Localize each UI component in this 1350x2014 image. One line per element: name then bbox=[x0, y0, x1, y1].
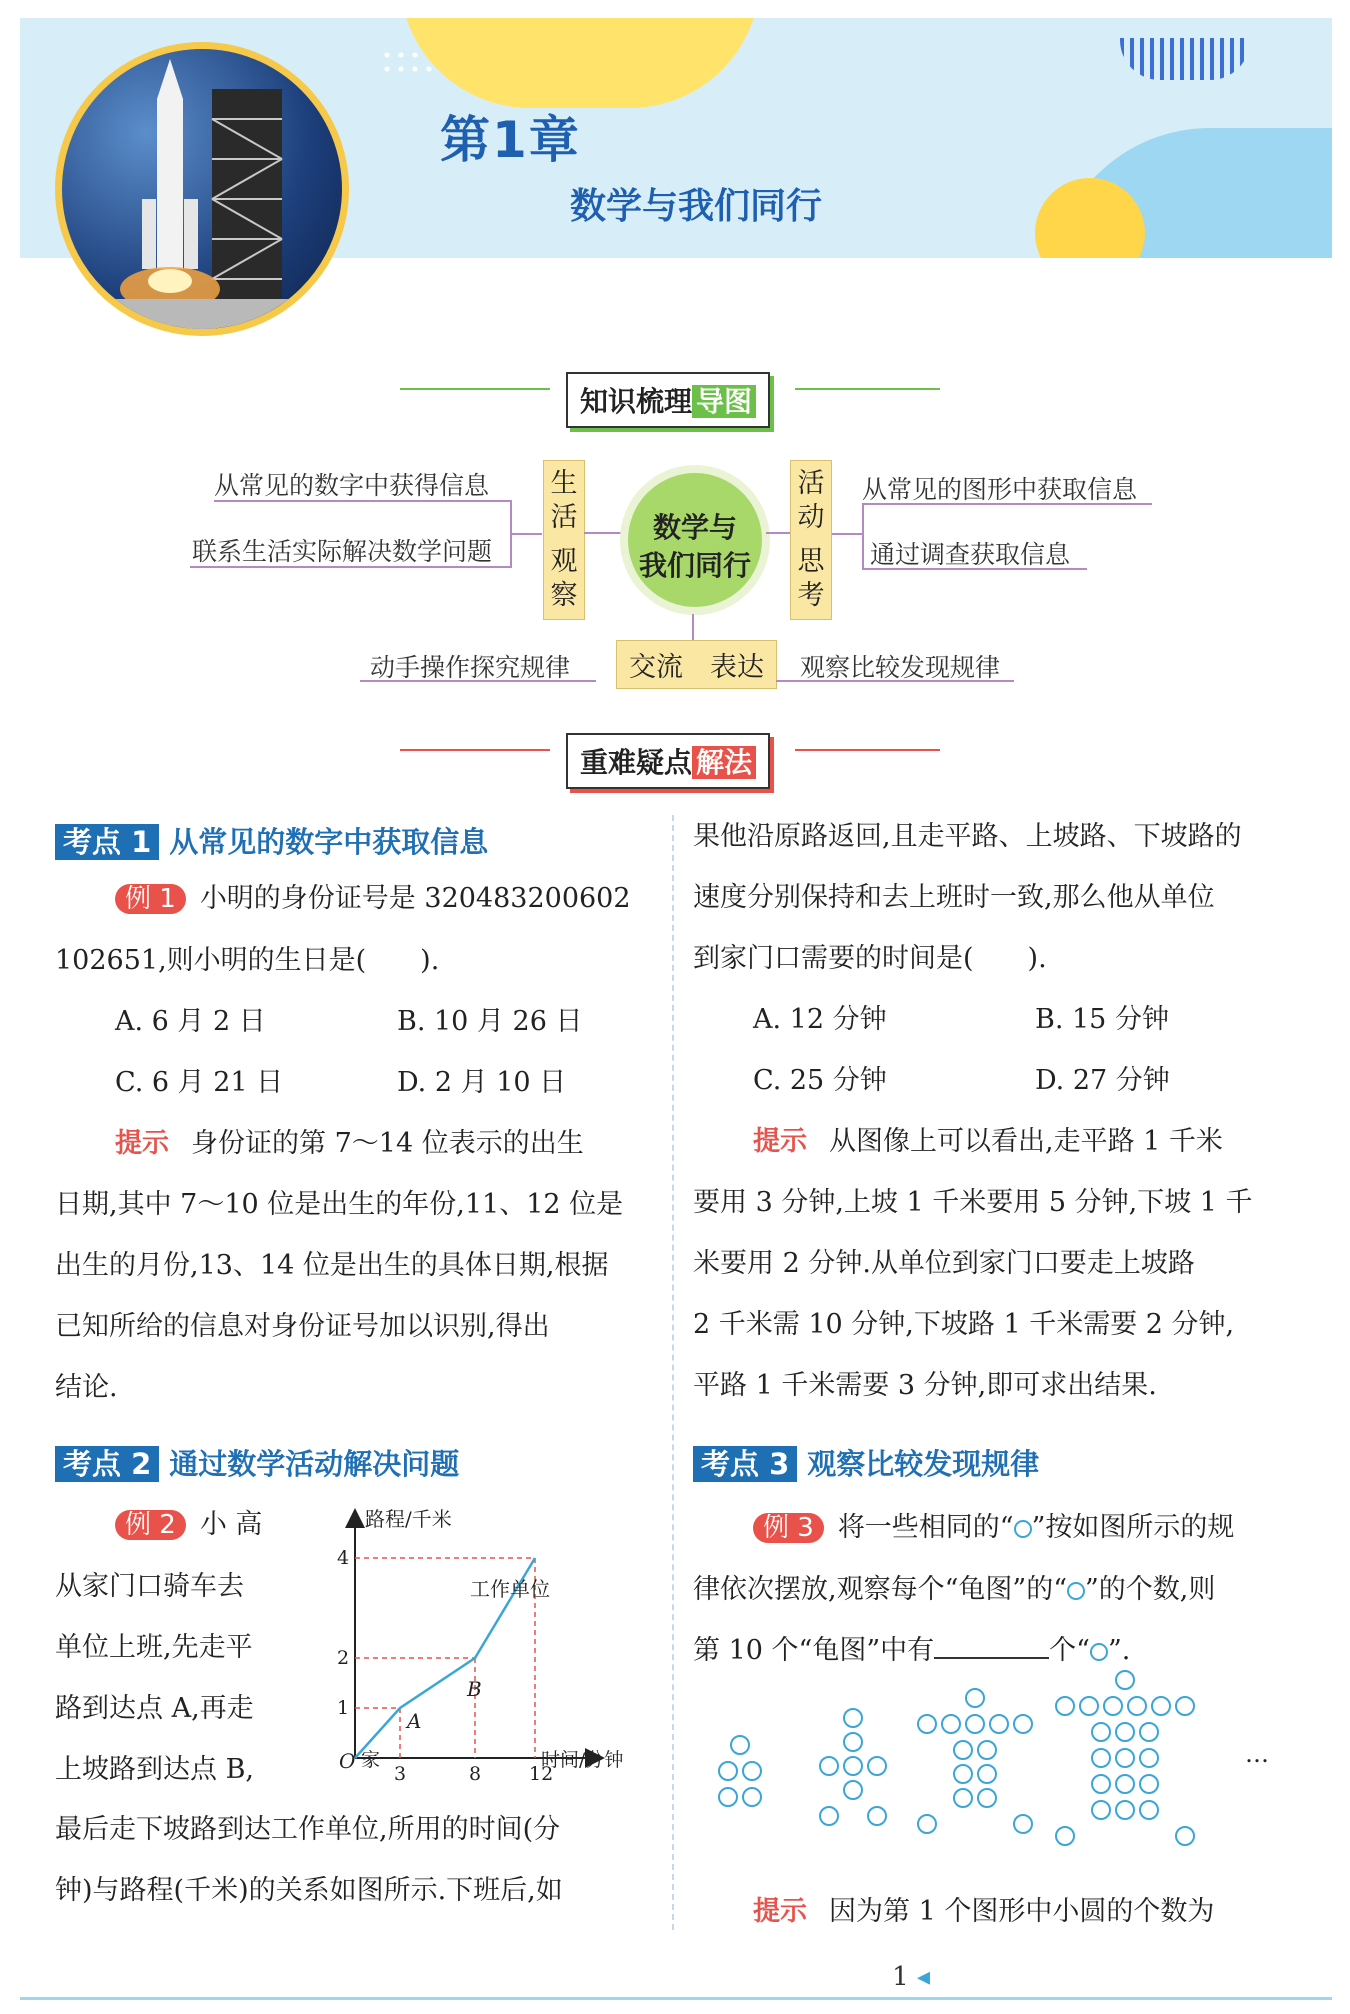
mindmap-heading-main: 知识梳理 bbox=[580, 385, 693, 418]
hint-label: 提示 bbox=[753, 1126, 807, 1157]
example-3-hint bbox=[693, 1881, 1313, 1942]
branch-line bbox=[584, 532, 624, 534]
origin-label: O bbox=[339, 1749, 356, 1773]
example-label: 例 2 bbox=[115, 1510, 186, 1540]
example-text: 路到达点 A,再走 bbox=[55, 1693, 254, 1724]
point-b-label: B bbox=[467, 1677, 482, 1701]
option-a: A. 12 分钟 bbox=[753, 1004, 887, 1035]
box-char: 活 bbox=[550, 502, 578, 533]
option-d: D. 27 分钟 bbox=[1035, 1065, 1170, 1096]
page-number bbox=[892, 1962, 930, 1992]
hint-label: 提示 bbox=[753, 1896, 807, 1927]
chevron-left-icon: ◂ bbox=[916, 1962, 930, 1992]
yellow-blob bbox=[400, 18, 760, 108]
example-text: ”按如图所示的规 bbox=[1031, 1512, 1235, 1543]
example-label: 例 1 bbox=[115, 884, 186, 914]
distance-time-graph bbox=[325, 1500, 670, 1790]
branch-line bbox=[832, 533, 862, 535]
box-char: 生 bbox=[550, 468, 578, 499]
turtle-figure-3 bbox=[915, 1700, 1055, 1870]
branch-line bbox=[510, 533, 542, 535]
rocket-photo bbox=[55, 42, 349, 336]
example-text: 最后走下坡路到达工作单位,所用的时间(分 bbox=[55, 1814, 561, 1845]
option-a: A. 6 月 2 日 bbox=[115, 1006, 266, 1037]
keypoint-tag: 考点 3 bbox=[693, 1446, 797, 1482]
left-branch-item: 联系生活实际解决数学问题 bbox=[192, 537, 493, 566]
x-tick-label: 3 bbox=[394, 1763, 407, 1785]
home-label: 家 bbox=[361, 1749, 381, 1771]
bottom-branch-item-right: 观察比较发现规律 bbox=[800, 653, 1001, 682]
small-circle-icon bbox=[1014, 1520, 1032, 1538]
mindmap-heading-highlight: 导图 bbox=[692, 385, 756, 418]
example-text: 速度分别保持和去上班时一致,那么他从单位 bbox=[693, 882, 1215, 913]
box-char: 察 bbox=[550, 580, 578, 611]
center-topic-line: 我们同行 bbox=[638, 549, 751, 582]
small-circle-icon bbox=[1067, 1582, 1085, 1600]
answer-blank bbox=[934, 1633, 1049, 1659]
heading-rule-left bbox=[400, 749, 550, 751]
right-branch-item: 通过调查获取信息 bbox=[870, 540, 1071, 569]
box-char: 动 bbox=[797, 502, 825, 533]
right-category-box bbox=[790, 460, 832, 620]
keypoint-tag: 考点 1 bbox=[55, 824, 159, 860]
column-divider bbox=[672, 815, 674, 1930]
option-c: C. 6 月 21 日 bbox=[115, 1067, 284, 1098]
point-a-label: A bbox=[407, 1709, 422, 1733]
box-char: 活 bbox=[797, 468, 825, 499]
example-text: ”. bbox=[1107, 1635, 1131, 1666]
hint-text: 从图像上可以看出,走平路 1 千米 bbox=[829, 1126, 1223, 1157]
y-tick-label: 1 bbox=[337, 1697, 350, 1719]
turtle-figure-4 bbox=[1055, 1700, 1195, 1870]
hint-text: 因为第 1 个图形中小圆的个数为 bbox=[829, 1896, 1215, 1927]
difficulty-heading bbox=[566, 733, 770, 789]
hint-text: 要用 3 分钟,上坡 1 千米要用 5 分钟,下坡 1 千 bbox=[693, 1187, 1253, 1218]
heading-rule-right bbox=[795, 388, 940, 390]
keypoint-3-heading bbox=[693, 1442, 1039, 1483]
left-branch-item: 从常见的数字中获得信息 bbox=[214, 471, 490, 500]
example-text: 第 10 个“龟图”中有 bbox=[693, 1635, 935, 1666]
example-text: 律依次摆放,观察每个“龟图”的“ bbox=[693, 1574, 1067, 1605]
footer-rule bbox=[20, 1997, 1332, 2000]
right-branch-item: 从常见的图形中获取信息 bbox=[862, 475, 1138, 504]
example-text: ”的个数,则 bbox=[1085, 1574, 1216, 1605]
y-tick-label: 2 bbox=[337, 1647, 350, 1669]
chapter-number: 第1章 bbox=[440, 111, 581, 169]
example-text: 小明的身份证号是 320483200602 bbox=[199, 883, 631, 914]
example-text: 将一些相同的“ bbox=[837, 1512, 1014, 1543]
example-2-block bbox=[55, 1494, 345, 1800]
option-b: B. 10 月 26 日 bbox=[397, 1006, 583, 1037]
example-text: 102651,则小明的生日是( ). bbox=[55, 945, 440, 976]
box-char: 考 bbox=[797, 580, 825, 611]
x-axis-label: 时间/分钟 bbox=[541, 1749, 624, 1771]
hint-text: 米要用 2 分钟.从单位到家门口要走上坡路 bbox=[693, 1248, 1195, 1279]
keypoint-2-heading bbox=[55, 1442, 459, 1483]
center-topic bbox=[620, 465, 770, 615]
example-text: 小 高 bbox=[199, 1509, 263, 1540]
branch-line bbox=[766, 532, 790, 534]
example-3-block bbox=[693, 1497, 1313, 1681]
example-label: 例 3 bbox=[753, 1513, 824, 1543]
small-circle-icon bbox=[1090, 1643, 1108, 1661]
option-d: D. 2 月 10 日 bbox=[397, 1067, 567, 1098]
bottom-category-box: 交流 表达 bbox=[616, 640, 777, 689]
option-b: B. 15 分钟 bbox=[1035, 1004, 1169, 1035]
example-text: 单位上班,先走平 bbox=[55, 1632, 253, 1663]
mindmap-heading bbox=[566, 372, 770, 428]
heading-rule-left bbox=[400, 388, 550, 390]
turtle-figure-1 bbox=[700, 1700, 770, 1870]
hint-label: 提示 bbox=[115, 1128, 169, 1159]
keypoint-title: 通过数学活动解决问题 bbox=[169, 1447, 460, 1481]
hint-text: 身份证的第 7～14 位表示的出生 bbox=[191, 1128, 584, 1159]
keypoint-title: 从常见的数字中获取信息 bbox=[169, 825, 489, 859]
difficulty-heading-highlight: 解法 bbox=[692, 746, 756, 779]
x-tick-label: 12 bbox=[529, 1763, 554, 1785]
example-2-continued bbox=[55, 1799, 665, 1921]
heading-rule-right bbox=[795, 749, 940, 751]
box-char: 观 bbox=[550, 546, 578, 577]
hint-text: 平路 1 千米需要 3 分钟,即可求出结果. bbox=[693, 1370, 1157, 1401]
y-axis-label: 路程/千米 bbox=[365, 1507, 452, 1531]
center-topic-line: 数学与 bbox=[652, 511, 737, 544]
difficulty-heading-main: 重难疑点 bbox=[580, 746, 693, 779]
keypoint-tag: 考点 2 bbox=[55, 1446, 159, 1482]
hint-text: 结论. bbox=[55, 1372, 118, 1403]
bottom-branch-item-left: 动手操作探究规律 bbox=[370, 653, 571, 682]
chapter-title: 数学与我们同行 bbox=[570, 186, 823, 227]
keypoint-title: 观察比较发现规律 bbox=[807, 1447, 1040, 1481]
hint-text: 日期,其中 7～10 位是出生的年份,11、12 位是 bbox=[55, 1189, 624, 1220]
example-1-block bbox=[55, 868, 655, 1418]
y-tick-label: 4 bbox=[337, 1547, 350, 1569]
stripe-decoration bbox=[1120, 38, 1250, 80]
hint-text: 2 千米需 10 分钟,下坡路 1 千米需要 2 分钟, bbox=[693, 1309, 1235, 1340]
ellipsis: … bbox=[1245, 1740, 1269, 1768]
turtle-figure-2 bbox=[805, 1700, 905, 1870]
example-text: 从家门口骑车去 bbox=[55, 1571, 244, 1602]
example-text: 果他沿原路返回,且走平路、上坡路、下坡路的 bbox=[693, 821, 1242, 852]
option-c: C. 25 分钟 bbox=[753, 1065, 887, 1096]
hint-text: 出生的月份,13、14 位是出生的具体日期,根据 bbox=[55, 1250, 609, 1281]
box-char: 思 bbox=[797, 546, 825, 577]
hint-text: 已知所给的信息对身份证号加以识别,得出 bbox=[55, 1311, 550, 1342]
work-label: 工作单位 bbox=[470, 1577, 550, 1601]
example-text: 上坡路到达点 B, bbox=[55, 1754, 255, 1785]
example-text: 个“ bbox=[1049, 1635, 1090, 1666]
x-tick-label: 8 bbox=[469, 1763, 482, 1785]
keypoint-1-heading bbox=[55, 820, 488, 861]
example-2-right-continuation bbox=[693, 806, 1303, 1416]
left-category-box bbox=[543, 460, 585, 620]
rocket-icon bbox=[62, 49, 342, 329]
example-text: 钟)与路程(千米)的关系如图所示.下班后,如 bbox=[55, 1875, 563, 1906]
page-number-text: 1 bbox=[892, 1962, 909, 1992]
turtle-figures bbox=[700, 1700, 1310, 1870]
branch-line bbox=[862, 503, 864, 569]
example-text: 到家门口需要的时间是( ). bbox=[693, 943, 1047, 974]
